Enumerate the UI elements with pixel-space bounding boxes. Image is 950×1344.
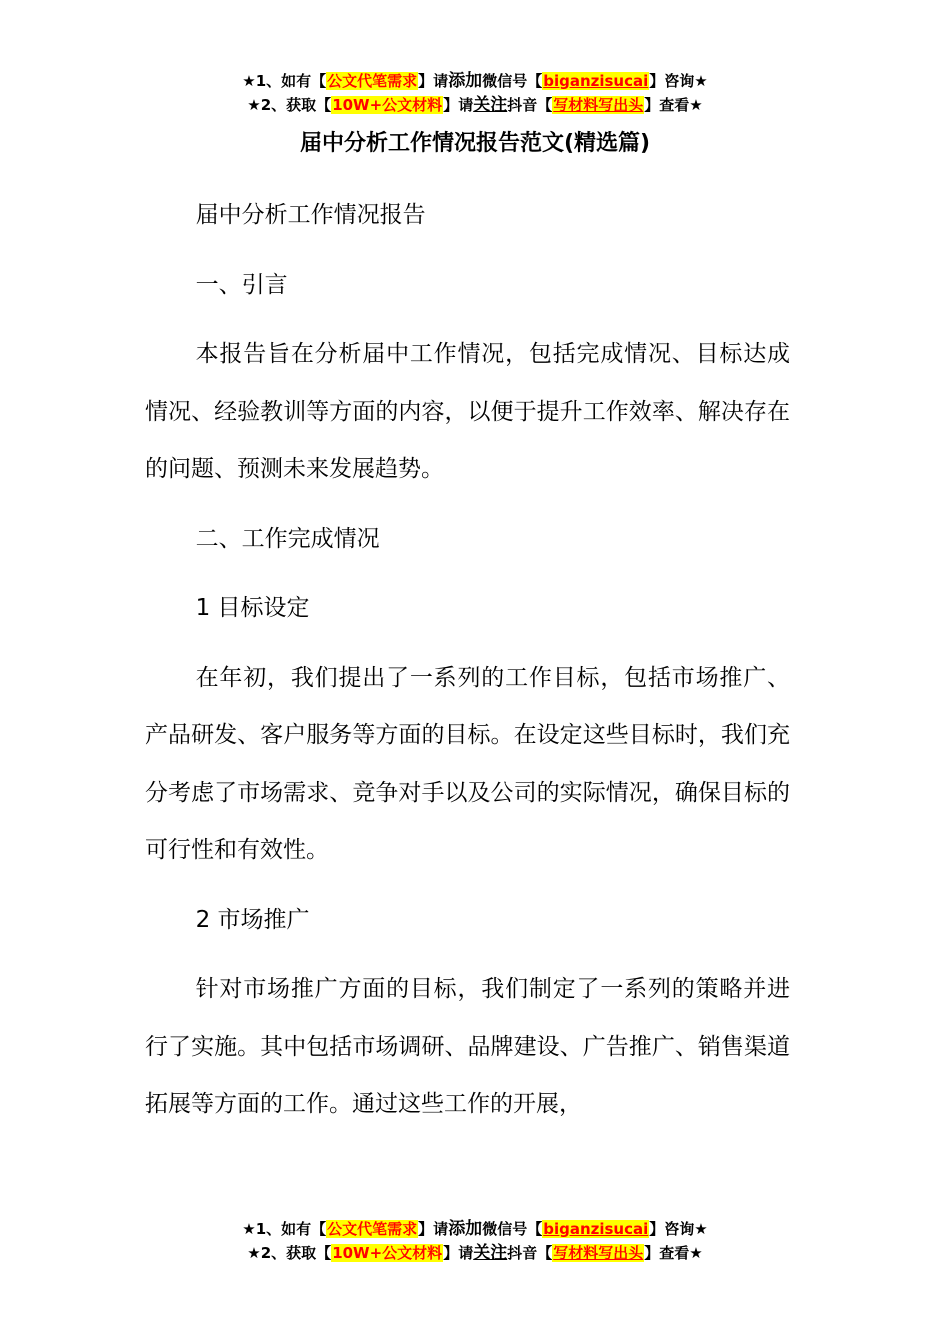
document-body: [145, 187, 790, 1146]
promo-text: 】请: [418, 72, 449, 90]
body-paragraph: 针对市场推广方面的目标，我们制定了一系列的策略并进行了实施。其中包括市场调研、品牌建设、广告推广、销售渠道拓展等方面的工作。通过这些工作的开展，: [145, 976, 790, 1117]
promo-text: 抖音【: [507, 96, 553, 114]
promo-text: 】请: [443, 96, 474, 114]
promo-line-2: [0, 1241, 950, 1265]
promo-emphasis: 关注: [473, 1243, 508, 1263]
promo-emphasis: 添加: [448, 71, 483, 91]
promo-wechat-id: biganzisucai: [543, 1220, 649, 1238]
promo-text: 微信号【: [482, 72, 543, 90]
section-heading: 一、引言: [195, 271, 288, 298]
promo-highlight: 公文代笔需求: [327, 1220, 418, 1238]
promo-text: 】查看★: [644, 96, 703, 114]
subsection-heading: 1 目标设定: [195, 595, 310, 621]
promo-text: 】请: [418, 1220, 449, 1238]
promo-highlight: 10W+公文材料: [332, 1244, 443, 1262]
promo-text: ★1、如有【: [242, 72, 327, 90]
promo-douyin-id: 写材料写出头: [553, 1244, 644, 1262]
report-heading: 届中分析工作情况报告: [195, 202, 426, 228]
promo-text: 微信号【: [482, 1220, 543, 1238]
promo-text: 抖音【: [507, 1244, 553, 1262]
body-paragraph: 本报告旨在分析届中工作情况，包括完成情况、目标达成情况、经验教训等方面的内容，以便于提升工作效率、解决存在的问题、预测未来发展趋势。: [145, 341, 790, 482]
promo-text: 】咨询★: [649, 1220, 708, 1238]
promo-text: 】查看★: [644, 1244, 703, 1262]
section-heading: 二、工作完成情况: [195, 525, 380, 552]
promo-highlight: 公文代笔需求: [327, 72, 418, 90]
promo-text: 】请: [443, 1244, 474, 1262]
promo-line-1: [0, 69, 950, 93]
promo-footer: [0, 1217, 950, 1265]
subsection-heading: 2 市场推广: [195, 906, 310, 933]
promo-text: ★1、如有【: [242, 1220, 327, 1238]
promo-text: 】咨询★: [649, 72, 708, 90]
promo-wechat-id: biganzisucai: [543, 72, 649, 90]
document-title: 届中分析工作情况报告范文(精选篇): [299, 131, 651, 156]
promo-highlight: 10W+公文材料: [332, 96, 443, 114]
body-paragraph: 在年初，我们提出了一系列的工作目标，包括市场推广、产品研发、客户服务等方面的目标。在设定这些目标时，我们充分考虑了市场需求、竞争对手以及公司的实际情况，确保目标的可行性和有效性。: [145, 664, 790, 863]
promo-emphasis: 关注: [473, 95, 508, 115]
promo-line-1: [0, 1217, 950, 1241]
promo-text: ★2、获取【: [247, 96, 332, 114]
promo-text: ★2、获取【: [247, 1244, 332, 1262]
promo-header: [0, 69, 950, 117]
promo-emphasis: 添加: [448, 1219, 483, 1239]
promo-line-2: [0, 93, 950, 117]
promo-douyin-id: 写材料写出头: [553, 96, 644, 114]
